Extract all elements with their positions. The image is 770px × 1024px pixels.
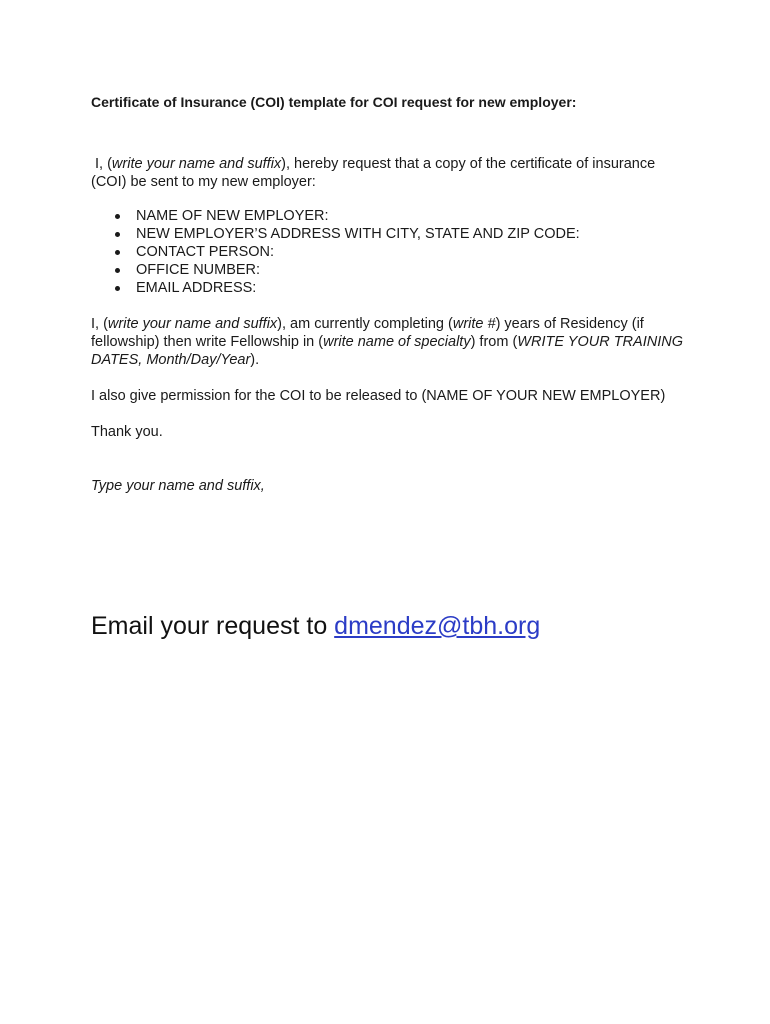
residency-text-2: ), am currently completing (: [277, 316, 453, 332]
list-item: [136, 207, 691, 225]
permission-paragraph: I also give permission for the COI to be released to (NAME OF YOUR NEW EMPLOYER): [91, 388, 666, 404]
request-paragraph: [91, 155, 691, 191]
list-item: [136, 243, 691, 261]
thanks-line: Thank you.: [91, 424, 163, 440]
residency-placeholder-years: write #: [452, 316, 496, 332]
residency-placeholder-name: write your name and suffix: [107, 316, 278, 332]
employer-details-list: [91, 207, 691, 297]
bullet-icon: [115, 268, 120, 273]
list-item: [136, 279, 691, 297]
request-text-2: ), hereby request that a copy of the certificate of insurance (COI) be sent to my new employer:: [91, 156, 656, 190]
residency-text-5: ).: [250, 352, 260, 368]
email-request-line: [91, 610, 540, 642]
list-item: [136, 261, 691, 279]
bullet-icon: [115, 214, 120, 219]
bullet-icon: [115, 286, 120, 291]
residency-placeholder-specialty: write name of specialty: [323, 334, 471, 350]
list-item-text: OFFICE NUMBER:: [136, 262, 261, 278]
list-item: [136, 225, 691, 243]
bullet-icon: [115, 232, 120, 237]
request-text-1: I, (: [95, 156, 112, 172]
document-title: Certificate of Insurance (COI) template for COI request for new employer:: [91, 94, 577, 110]
residency-text-3: ) years of Residency (if fellowship) then write Fellowship in (: [91, 316, 644, 350]
residency-paragraph: [91, 315, 691, 369]
list-item-text: EMAIL ADDRESS:: [136, 280, 257, 296]
email-link[interactable]: dmendez@tbh.org: [334, 612, 541, 640]
letter-body: [91, 93, 691, 495]
bullet-icon: [115, 250, 120, 255]
signature-line: Type your name and suffix,: [91, 478, 265, 494]
residency-text-4: ) from (: [470, 334, 518, 350]
request-placeholder-name: write your name and suffix: [111, 156, 282, 172]
residency-placeholder-dates: WRITE YOUR TRAINING DATES, Month/Day/Year: [91, 334, 683, 368]
list-item-text: CONTACT PERSON:: [136, 244, 275, 260]
email-prefix: Email your request to: [91, 612, 335, 640]
list-item-text: NAME OF NEW EMPLOYER:: [136, 208, 329, 224]
list-item-text: NEW EMPLOYER’S ADDRESS WITH CITY, STATE AND ZIP CODE:: [136, 226, 580, 242]
residency-text-1: I, (: [91, 316, 108, 332]
